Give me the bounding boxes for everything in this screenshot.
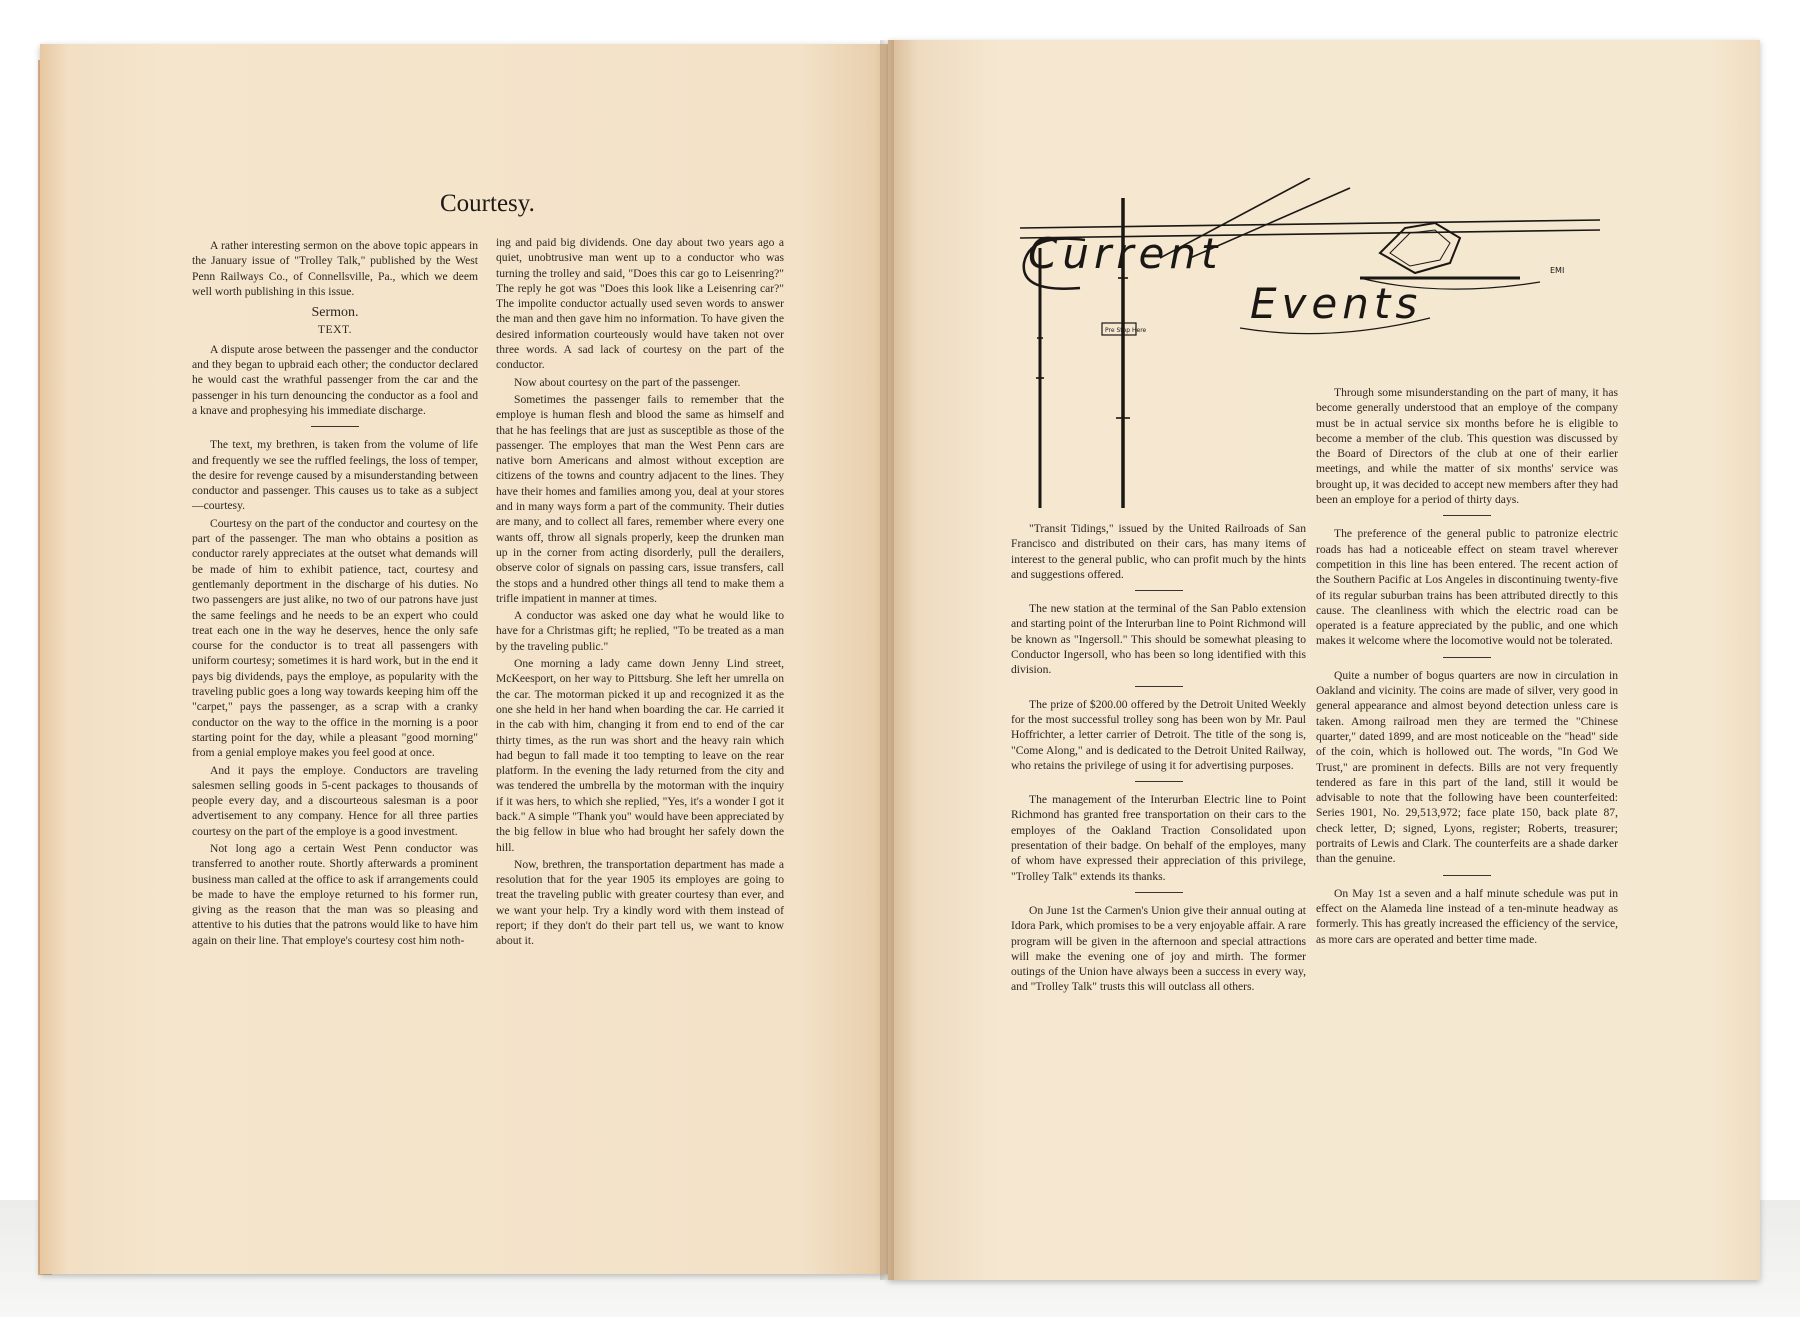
news-item: The new station at the terminal of the San Pablo extension and starting point of the Interurban line to Point Richmond will be known as "Ingersoll." This should be somewhat pleasing to Conductor Ingersoll, who has been so long identified with this division.	[1011, 602, 1306, 677]
news-item: The management of the Interurban Electric line to Point Richmond has granted free transportation on their cars to the employes of the Oakland Traction Consolidated upon presentation of their badge. On behalf of the employes, many of whom have expressed their appreciation of this privilege, "Trolley Talk" extends its thanks.	[1011, 793, 1306, 883]
paragraph: ing and paid big dividends. One day about two years ago a quiet, unobtrusive man went up to a conductor who was turning the trolley and said, "Does this car go to Leisenring?" The reply he got was "Does this look like a Leisenring car?" The impolite conductor actually used seven words to answer the man and then gave him no information. To have given the desired information courteously would have taken not over three words. A sad lack of courtesy on the part of the conductor.	[496, 236, 784, 372]
text-paragraph: A dispute arose between the passenger and the conductor and they began to upbraid each other; the conductor declared he would cast the wrathful passenger from the car and the passenger in his turn denouncing the conductor as a fool and a knave and prophesying his immediate discharge.	[192, 342, 478, 417]
item-divider	[1443, 657, 1491, 658]
illustration-title-word-1: Current	[1028, 229, 1223, 278]
news-item: The prize of $200.00 offered by the Detroit United Weekly for the most successful trolley song has been won by Mr. Paul Hoffrichter, a letter carrier of Detroit. The title of the song is, "Come Along," and is dedicated to the Detroit United Railway, who retains the privilege of using it for advertising purposes.	[1011, 697, 1306, 772]
news-item: On June 1st the Carmen's Union give their annual outing at Idora Park, which promises to be a very enjoyable affair. A rare program will be given in the afternoon and special attractions will make the evening one of joy and mirth. The former outings of the Union have always been a success in every way, and "Trolley Talk" trusts this will outclass all others.	[1011, 903, 1306, 994]
item-divider	[1135, 686, 1183, 687]
item-divider	[1135, 892, 1183, 893]
section-divider	[311, 426, 359, 427]
news-item: The preference of the general public to patronize electric roads has had a noticeable effect on steam travel wherever competition in this line has been entered. The recent action of the Southern Pacific at Los Angeles in discontinuing twenty-five of its regular suburban trains has been attributed directly to this cause. The cleanliness with which the electric road can be operated is a feature appreciated by the public, and one which makes it welcome where the locomotive would not be tolerated.	[1316, 527, 1618, 648]
item-divider	[1135, 590, 1183, 591]
book-spine	[880, 40, 894, 1280]
news-item: Quite a number of bogus quarters are now in circulation in Oakland and vicinity. The coins are made of silver, very good in general appearance and almost beyond detection unless care is taken. Among railroad men they are termed the "Chinese quarter," dated 1899, and are most noticeable on the "head" side of the coin, which is hollowed out. The words, "In God We Trust," are prominent in defects. Bills are not very frequently tendered as fare in this part of the land, still it would be advisable to note that the following have been counterfeited: Series 1901, No. 29,513,972; face plate 150, back plate 87, check letter, D; signed, Lyons, register; Roberts, treasurer; portraits of Lewis and Clark. The counterfeits are a shade darker than the genuine.	[1316, 668, 1618, 866]
left-column-1	[192, 238, 478, 950]
stop-sign-text: Pre Stop Here	[1105, 327, 1147, 334]
news-item: "Transit Tidings," issued by the United Railroads of San Francisco and distributed on their cars, has many items of interest to the general public, who can profit much by the hints and suggestions offered.	[1011, 522, 1306, 581]
intro-paragraph: A rather interesting sermon on the above topic appears in the January issue of "Trolley Talk," published by the West Penn Railways Co., of Connellsville, Pa., which we deem well worth publishing in this issue.	[192, 239, 478, 298]
paragraph: A conductor was asked one day what he would like to have for a Christmas gift; he replied, "To be treated as a man by the traveling public."	[496, 609, 784, 653]
text-heading: TEXT.	[317, 323, 353, 337]
paragraph: One morning a lady came down Jenny Lind street, McKeesport, on her way to Pittsburg. She left her umrella on the car. The motorman picked it up and recognized it as the one she held in her hand when boarding the car. He carried it in the cab with him, changing it from end to end of the car thirty times, as the run was short and the heavy rain which had begun to fall made it too tempting to leave on the rear platform. In the evening the lady returned from the city and was tendered the umbrella by the motorman with the inquiry if it was hers, to which she replied, "Yes, it's a wonder I got it back." A simple "Thank you" would have been appreciated by the big fellow in blue who had brought her safely down the hill.	[496, 657, 784, 854]
paragraph: Sometimes the passenger fails to remember that the employe is human flesh and blood the same as himself and that he has feelings that are just as susceptible as those of the passenger. The employes that man the West Penn cars are native born Americans and almost without exception are citizens of the towns and country adjacent to the lines. They have their homes and families among you, deal at your stores and in many ways form a part of the community. Their duties are many, and to collect all fares, remember where every one wants off, throw all signals properly, keep the drunken man up in the corner from acting disorderly, pull the derailers, observe color of signals on passing cars, issue transfers, call the stops and a hundred other things all tend to make them a trifle impatient in manner at times.	[496, 392, 784, 605]
item-divider	[1443, 875, 1491, 876]
paragraph: Now about courtesy on the part of the passenger.	[514, 375, 741, 389]
illustration-title-word-2: Events	[1250, 279, 1423, 328]
news-item: On May 1st a seven and a half minute schedule was put in effect on the Alameda line instead of a ten-minute headway as formerly. This has greatly increased the efficiency of the service, as more cars are operated and better time made.	[1316, 886, 1618, 946]
artist-signature: EMI	[1550, 266, 1565, 275]
paragraph: Courtesy on the part of the conductor and courtesy on the part of the passenger. The man who obtains a position as conductor rarely appreciates at the outset what demands will be made of him to exhibit patience, tact, courtesy and gentlemanly deportment in the discharge of his duties. No two passengers are just alike, no two of our patrons have just the same feelings and he needs to be an expert who could treat each one in the way he deserves, hence the only safe course for the conductor is to treat all passengers with uniform courtesy; sometimes it is hard work, but in the end it pays big dividends, pays the employe, as popularity with the traveling public goes a long way towards keeping him off the "carpet," pays the passenger, as a scrap with a cranky conductor on the way to the office in the morning is a poor starting point for the day, while a pleasant "good morning" from a genial employe makes you feel good at once.	[192, 516, 478, 760]
paragraph: And it pays the employe. Conductors are traveling salesmen selling goods in 5-cent packages to thousands of people every day, and a discourteous salesman is a poor advertisement to any company. Hence for all three parties courtesy on the part of the employe is a good investment.	[192, 763, 478, 838]
right-column-2	[1316, 385, 1618, 947]
paragraph: Not long ago a certain West Penn conductor was transferred to another route. Shortly afterwards a prominent business man called at the office to ask if arrangements could be made to have the employe returned to his former run, giving as the reason that the man was so pleasing and attentive to his duties that the patrons would like to have him again on their line. That employe's courtesy cost him noth-	[192, 841, 478, 947]
wire-line	[1020, 220, 1600, 228]
article-title: Courtesy.	[440, 190, 535, 217]
right-column-1	[1011, 521, 1306, 995]
news-item: Through some misunderstanding on the part of many, it has become generally understood that an employe of the company must be in actual service six months before he is eligible to become a member of the club. This question was discussed by the Board of Directors of the club at one of their earlier meetings, and while the matter of six months' service was brought up, it was decided to accept new members after they had been an employe for a period of thirty days.	[1316, 386, 1618, 507]
item-divider	[1443, 515, 1491, 516]
item-divider	[1135, 781, 1183, 782]
paragraph: The text, my brethren, is taken from the volume of life and frequently we see the ruffled feelings, the loss of temper, the desire for revenge caused by a misunderstanding between conductor and passenger. This causes us to take as a subject—courtesy.	[192, 438, 478, 513]
paragraph: Now, brethren, the transportation department has made a resolution that for the year 1905 its employes are going to treat the traveling public with greater courtesy than ever, and we want your help. Try a kindly word with them instead of report; if they don't do their part tell us, we want to know about it.	[496, 857, 784, 948]
left-column-2	[496, 235, 784, 951]
sermon-heading: Sermon.	[311, 305, 359, 321]
